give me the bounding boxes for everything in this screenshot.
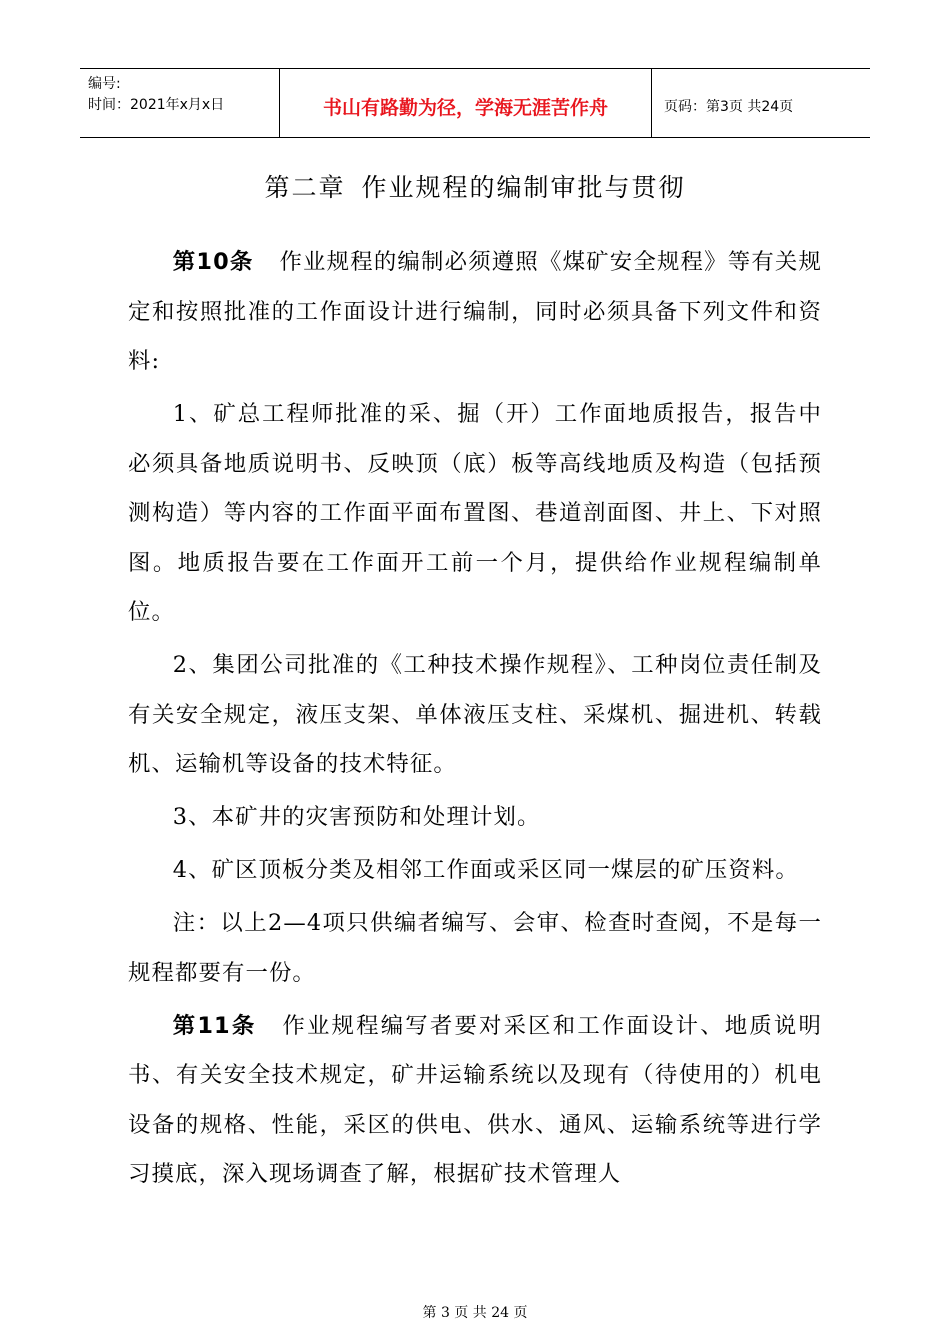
header-page-label: 页码：第3页 共24页	[664, 99, 794, 115]
paragraph-item-4: 4、矿区顶板分类及相邻工作面或采区同一煤层的矿压资料。	[172, 857, 799, 883]
article-number: 第11条	[172, 1012, 257, 1039]
article-number: 第10条	[172, 249, 254, 275]
page-header	[80, 68, 870, 138]
date-label: 时间：2021年x月x日	[88, 97, 225, 113]
document-body	[128, 238, 822, 1203]
paragraph-item-3: 3、本矿井的灾害预防和处理计划。	[172, 804, 541, 830]
header-motto: 书山有路勤为径，学海无涯苦作舟	[280, 69, 652, 137]
article-text: 作业规程的编制必须遵照《煤矿安全规程》等有关规定和按照批准的工作面设计进行编制，同时必须具备下列文件和资料:	[128, 249, 822, 374]
header-info-cell	[80, 69, 280, 137]
number-label: 编号:	[88, 76, 121, 92]
article-text: 作业规程编写者要对采区和工作面设计、地质说明书、有关安全技术规定，矿井运输系统以及现有（待使用的）机电设备的规格、性能，采区的供电、供水、通风、运输系统等进行学习摸底，深入现场调查了解，根据矿技术管理人	[128, 1012, 823, 1187]
paragraph-item-1: 1、矿总工程师批准的采、掘（开）工作面地质报告，报告中必须具备地质说明书、反映顶（底）板等高线地质及构造（包括预测构造）等内容的工作面平面布置图、巷道剖面图、井上、下对照图。地质报告要在工作面开工前一个月，提供给作业规程编制单位。	[128, 401, 822, 625]
article-11	[128, 1002, 822, 1200]
article-10	[128, 238, 822, 387]
paragraph-item-2: 2、集团公司批准的《工种技术操作规程》、工种岗位责任制及有关安全规定，液压支架、单体液压支柱、采煤机、掘进机、转载机、运输机等设备的技术特征。	[128, 652, 822, 777]
page-footer: 第 3 页 共 24 页	[422, 1305, 528, 1321]
chapter-title: 第二章 作业规程的编制审批与贯彻	[264, 173, 686, 202]
paragraph-note: 注：以上2—4项只供编者编写、会审、检查时查阅，不是每一规程都要有一份。	[128, 910, 822, 986]
